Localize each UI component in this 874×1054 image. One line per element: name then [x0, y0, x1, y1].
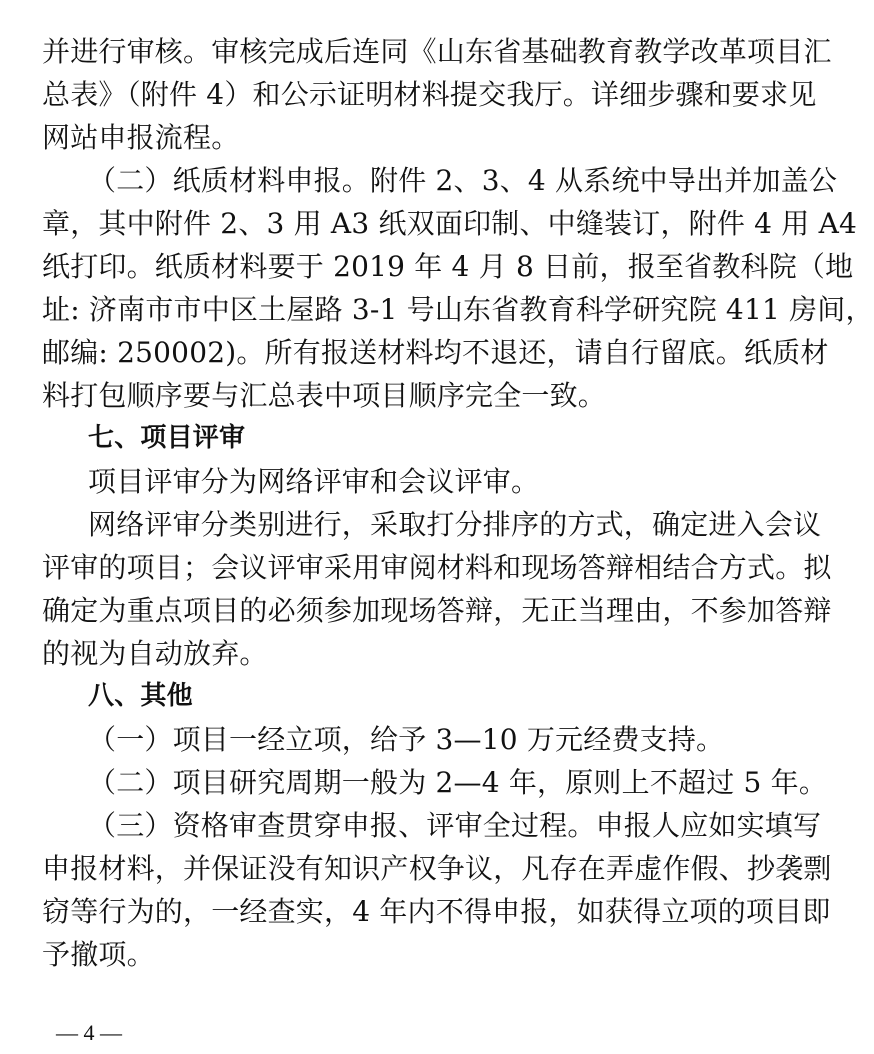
paragraph-online-review — [42, 503, 832, 675]
text-line: （三）资格审查贯穿申报、评审全过程。申报人应如实填写 — [88, 809, 822, 842]
text-line: 网络评审分类别进行，采取打分排序的方式，确定进入会议 — [88, 508, 822, 541]
text-line: 的视为自动放弃。 — [42, 637, 268, 670]
paragraph-submission-continued — [42, 30, 832, 159]
text-line: 评审的项目；会议评审采用审阅材料和现场答辩相结合方式。拟 — [42, 551, 832, 584]
text-line: 并进行审核。审核完成后连同《山东省基础教育教学改革项目汇 — [42, 35, 832, 68]
section-heading-project-review — [42, 417, 718, 460]
text-line: 邮编: 250002)。所有报送材料均不退还，请自行留底。纸质材 — [42, 336, 829, 369]
text-line: （二）项目研究周期一般为 2—4 年，原则上不超过 5 年。 — [88, 766, 828, 799]
page-number: — 4 — — [56, 1020, 122, 1045]
text-line: 窃等行为的，一经查实，4 年内不得申报，如获得立项的项目即 — [42, 895, 831, 928]
section-heading: 七、项目评审 — [88, 423, 246, 453]
paragraph-qualification-review — [42, 804, 832, 976]
text-line: 料打包顺序要与汇总表中项目顺序完全一致。 — [42, 379, 607, 412]
paragraph-review-types — [42, 460, 718, 503]
section-heading-other — [42, 675, 718, 718]
text-line: （二）纸质材料申报。附件 2、3、4 从系统中导出并加盖公 — [88, 164, 838, 197]
text-line: （一）项目一经立项，给予 3—10 万元经费支持。 — [88, 723, 725, 756]
paragraph-research-period — [42, 761, 828, 804]
text-line: 确定为重点项目的必须参加现场答辩，无正当理由，不参加答辩 — [42, 594, 832, 627]
text-line: 网站申报流程。 — [42, 121, 240, 154]
paragraph-paper-materials — [42, 159, 874, 417]
text-line: 项目评审分为网络评审和会议评审。 — [88, 465, 540, 498]
text-line: 总表》（附件 4）和公示证明材料提交我厅。详细步骤和要求见 — [42, 78, 817, 111]
document-page — [42, 30, 874, 976]
text-line: 申报材料，并保证没有知识产权争议，凡存在弄虚作假、抄袭剽 — [42, 852, 832, 885]
paragraph-funding — [42, 718, 725, 761]
text-line: 予撤项。 — [42, 938, 155, 971]
text-line: 章，其中附件 2、3 用 A3 纸双面印制、中缝装订，附件 4 用 A4 — [42, 207, 858, 240]
text-line: 纸打印。纸质材料要于 2019 年 4 月 8 日前，报至省教科院（地 — [42, 250, 854, 283]
text-line: 址: 济南市市中区土屋路 3-1 号山东省教育科学研究院 411 房间， — [42, 293, 874, 326]
section-heading: 八、其他 — [88, 681, 193, 711]
